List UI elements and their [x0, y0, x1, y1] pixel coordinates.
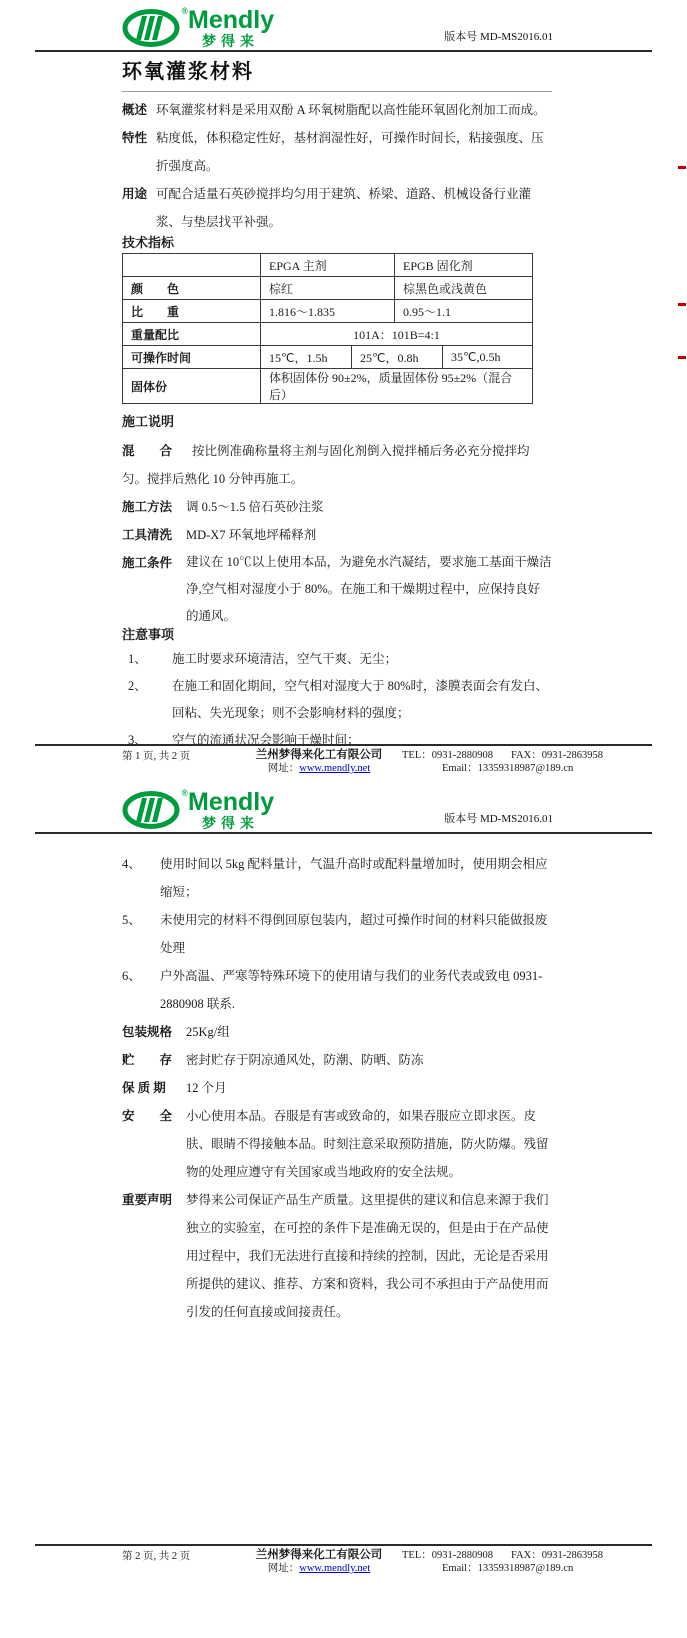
note-item-1	[122, 646, 552, 673]
color-epga: 棕红	[261, 277, 395, 300]
page1-footer	[35, 744, 652, 775]
col-epga-header: EPGA 主剂	[261, 254, 395, 277]
mixing-label: 混 合	[122, 444, 173, 458]
features-row	[122, 124, 552, 180]
website-label: 网址：	[267, 763, 300, 774]
packing-row	[122, 1018, 552, 1046]
brand-name: Mendly	[188, 6, 275, 34]
page-number: 第 2 页, 共 2 页	[122, 1551, 191, 1562]
features-label: 特性	[122, 131, 148, 145]
note-text: 在施工和固化期间，空气相对湿度大于 80%时，漆膜表面会有发白、回粘、失光现象；则不会影响材料的强度；	[172, 679, 549, 720]
worktime-15c: 15℃，1.5h	[261, 346, 352, 369]
safety-label: 安 全	[122, 1109, 173, 1123]
overview-text: 环氧灌浆材料是采用双酚 A 环氧树脂配以高性能环氧固化剂加工而成。	[156, 103, 546, 117]
gravity-epgb: 0.95～1.1	[395, 300, 533, 323]
overview-row	[122, 96, 552, 124]
note-text: 空气的流通状况会影响干燥时间；	[172, 733, 360, 747]
ratio-label: 重量配比	[123, 323, 261, 346]
red-edge-mark	[678, 303, 686, 306]
registered-mark: ®	[181, 788, 188, 798]
table-row	[123, 277, 533, 300]
brand-name-cn: 梦得来	[202, 815, 259, 831]
note-text: 未使用完的材料不得倒回原包装内，超过可操作时间的材料只能做报废处理	[160, 913, 548, 955]
note-item-6	[122, 962, 552, 1018]
table-row	[123, 346, 533, 369]
construction-heading: 施工说明	[122, 414, 175, 429]
color-label: 颜 色	[123, 277, 261, 300]
note-number: 3、	[128, 733, 147, 747]
note-number: 2、	[128, 679, 147, 693]
shelf-life-label: 保 质 期	[122, 1081, 166, 1095]
statement-text: 梦得来公司保证产品生产质量。这里提供的建议和信息来源于我们独立的实验室，在可控的条件下是准确无误的，但是由于在产品使用过程中，我们无法进行直接和持续的控制，因此，无论是否采用所提供的建议、推荐、方案和资料，我公司不承担由于产品使用而引发的任何直接或间接责任。	[186, 1193, 549, 1319]
fax-number: FAX：0931-2863958	[511, 1550, 603, 1561]
page-title: 环氧灌浆材料	[122, 61, 254, 83]
conditions-row	[122, 549, 552, 630]
note-text: 使用时间以 5kg 配料量计，气温升高时或配料量增加时，使用期会相应缩短；	[160, 857, 548, 899]
color-epgb: 棕黑色或浅黄色	[395, 277, 533, 300]
brand-name-cn: 梦得来	[202, 33, 259, 49]
note-item-4	[122, 850, 552, 906]
tech-specs-heading: 技术指标	[122, 235, 175, 250]
email-address: Email：13359318987@189.cn	[442, 763, 574, 774]
red-edge-mark	[678, 356, 686, 359]
worktime-label: 可操作时间	[123, 346, 261, 369]
note-item-5	[122, 906, 552, 962]
version-label: 版本号 MD-MS2016.01	[444, 31, 553, 43]
note-number: 6、	[122, 969, 141, 983]
brand-name: Mendly	[188, 788, 275, 816]
worktime-35c: 35℃,0.5h	[443, 346, 533, 369]
red-edge-mark	[678, 166, 686, 169]
email-address: Email：13359318987@189.cn	[442, 1563, 574, 1574]
tel-number: TEL：0931-2880908	[402, 750, 493, 761]
fax-number: FAX：0931-2863958	[511, 750, 603, 761]
table-row	[123, 369, 533, 404]
method-label: 施工方法	[122, 500, 173, 514]
page2-body	[122, 850, 552, 1326]
storage-text: 密封贮存于阴凉通风处，防潮、防晒、防冻	[186, 1053, 424, 1067]
cleaning-label: 工具清洗	[122, 528, 173, 542]
tel-number: TEL：0931-2880908	[402, 1550, 493, 1561]
mendly-logo-icon	[122, 6, 188, 48]
table-row	[123, 323, 533, 346]
features-text: 粘度低，体积稳定性好，基材润湿性好，可操作时间长，粘接强度、压折强度高。	[156, 131, 544, 173]
company-name: 兰州梦得来化工有限公司	[255, 749, 383, 761]
usage-row	[122, 180, 552, 236]
statement-label: 重要声明	[122, 1193, 173, 1207]
mixing-paragraph	[122, 437, 552, 493]
table-row	[123, 300, 533, 323]
mixing-text: 按比例准确称量将主剂与固化剂倒入搅拌桶后务必充分搅拌均匀。搅拌后熟化 10 分钟再施工。	[122, 444, 530, 486]
page2-footer	[35, 1544, 652, 1575]
gravity-label: 比 重	[123, 300, 261, 323]
mendly-logo	[122, 8, 274, 48]
usage-label: 用途	[122, 187, 148, 201]
cleaning-row	[122, 521, 552, 549]
page2-header	[35, 786, 652, 834]
website-link[interactable]: www.mendly.net	[299, 763, 371, 774]
storage-label: 贮 存	[122, 1053, 173, 1067]
conditions-text: 建议在 10℃以上使用本品，为避免水汽凝结，要求施工基面干燥洁净,空气相对湿度小于 80%。在施工和干燥期过程中，应保持良好的通风。	[186, 555, 552, 623]
solids-value: 体积固体份 90±2%，质量固体份 95±2%（混合后）	[261, 369, 533, 404]
page-number: 第 1 页, 共 2 页	[122, 751, 191, 762]
website-label: 网址：	[267, 1563, 300, 1574]
cleaning-text: MD-X7 环氧地坪稀释剂	[186, 528, 317, 542]
shelf-life-row	[122, 1074, 552, 1102]
note-number: 1、	[128, 652, 147, 666]
note-number: 4、	[122, 857, 141, 871]
note-text: 施工时要求环境清洁，空气干爽、无尘；	[172, 652, 398, 666]
version-label: 版本号 MD-MS2016.01	[444, 813, 553, 825]
method-text: 调 0.5～1.5 倍石英砂注浆	[186, 500, 324, 514]
packing-text: 25Kg/组	[186, 1025, 230, 1039]
statement-row	[122, 1186, 552, 1326]
shelf-life-text: 12 个月	[186, 1081, 227, 1095]
storage-row	[122, 1046, 552, 1074]
conditions-label: 施工条件	[122, 556, 173, 570]
mendly-logo-icon	[122, 788, 188, 830]
tech-specs-table	[122, 253, 533, 404]
usage-text: 可配合适量石英砂搅拌均匀用于建筑、桥梁、道路、机械设备行业灌浆、与垫层找平补强。	[156, 187, 532, 229]
company-name: 兰州梦得来化工有限公司	[255, 1549, 383, 1561]
overview-label: 概述	[122, 103, 148, 117]
website-link[interactable]: www.mendly.net	[299, 1563, 371, 1574]
gravity-epga: 1.816～1.835	[261, 300, 395, 323]
page1-body	[122, 96, 552, 754]
solids-label: 固体份	[123, 369, 261, 404]
note-number: 5、	[122, 913, 141, 927]
title-block	[122, 55, 552, 92]
note-item-2	[122, 673, 552, 727]
packing-label: 包装规格	[122, 1025, 173, 1039]
method-row	[122, 493, 552, 521]
ratio-value: 101A：101B=4:1	[261, 323, 533, 346]
worktime-25c: 25℃，0.8h	[352, 346, 443, 369]
mendly-logo	[122, 790, 274, 830]
table-row	[123, 254, 533, 277]
notes-heading: 注意事项	[122, 627, 175, 642]
note-text: 户外高温、严寒等特殊环境下的使用请与我们的业务代表或致电 0931-2880908 联系.	[160, 969, 543, 1011]
registered-mark: ®	[181, 6, 188, 16]
col-epgb-header: EPGB 固化剂	[395, 254, 533, 277]
page1-header	[35, 4, 652, 52]
safety-row	[122, 1102, 552, 1186]
safety-text: 小心使用本品。吞服是有害或致命的，如果吞服应立即求医。皮肤、眼睛不得接触本品。时刻注意采取预防措施，防火防爆。残留物的处理应遵守有关国家或当地政府的安全法规。	[186, 1109, 549, 1179]
